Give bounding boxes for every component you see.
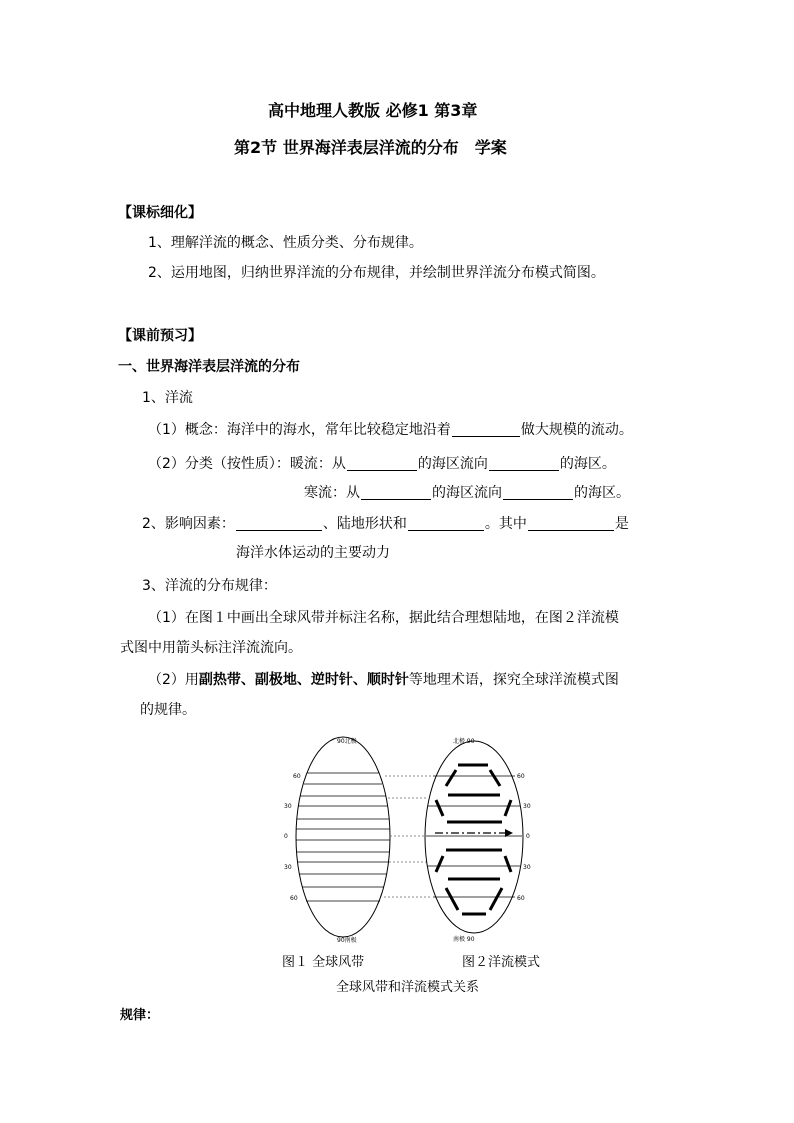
- title-line-2: 第2节 世界海洋表层洋流的分布 学案: [234, 138, 507, 157]
- blank-factor-2[interactable]: [408, 516, 484, 531]
- figure-main-caption: 全球风带和洋流模式关系: [336, 980, 480, 995]
- question-1-line-2: 式图中用箭头标注洋流流向。: [120, 640, 302, 656]
- left-lat-30n: 30: [284, 803, 292, 810]
- standards-item-2: 2、运用地图，归纳世界洋流的分布规律，并绘制世界洋流分布模式简图。: [148, 265, 605, 281]
- blank-factor-1[interactable]: [236, 516, 322, 531]
- right-globe: [425, 741, 523, 933]
- question-2-line-1: （2）用副热带、副极地、逆时针、顺时针等地理术语，探究全球洋流模式图: [148, 672, 619, 688]
- standards-item-1: 1、理解洋流的概念、性质分类、分布规律。: [148, 235, 423, 251]
- blank-warm-to[interactable]: [489, 456, 559, 471]
- law-label: 规律：: [120, 1008, 160, 1023]
- right-top-label: 北极 90: [453, 738, 475, 745]
- part-one-heading: 一、世界海洋表层洋流的分布: [118, 359, 300, 375]
- wind-belt-lines: [296, 773, 390, 901]
- right-lat-30s: 30: [523, 864, 531, 871]
- figure-wind-current: [280, 730, 540, 946]
- figure-2-caption: 图２洋流模式: [462, 955, 541, 970]
- question-1-line-1: （1）在图１中画出全球风带并标注名称，据此结合理想陆地，在图２洋流模: [148, 610, 619, 626]
- concept-line: （1）概念：海洋中的海水，常年比较稳定地沿着 做大规模的流动。: [148, 422, 633, 438]
- right-bottom-label: 南极 90: [453, 936, 475, 943]
- left-bottom-label: 90南极: [337, 937, 357, 944]
- right-lat-60n: 60: [517, 773, 525, 780]
- left-top-label: 90北极: [337, 738, 357, 745]
- left-lat-60s: 60: [290, 895, 298, 902]
- blank-factor-3[interactable]: [528, 516, 614, 531]
- right-lat-30n: 30: [523, 803, 531, 810]
- warm-current-line: （2）分类（按性质）：暖流：从 的海区流向 的海区。: [148, 456, 616, 472]
- title-line-1: 高中地理人教版 必修1 第3章: [268, 101, 478, 120]
- left-lat-30s: 30: [284, 864, 292, 871]
- factors-line-2: 海洋水体运动的主要动力: [236, 545, 390, 561]
- figure-1-caption: 图１ 全球风带: [282, 955, 365, 970]
- standards-heading: 【课标细化】: [118, 205, 202, 221]
- blank-concept[interactable]: [452, 422, 520, 437]
- blank-warm-from[interactable]: [347, 456, 417, 471]
- question-2-line-2: 的规律。: [140, 702, 196, 718]
- factors-line: 2、影响因素： 、陆地形状和 。其中 是: [142, 516, 629, 532]
- left-lat-0: 0: [284, 833, 288, 840]
- left-globe: [296, 737, 390, 937]
- item-distribution: 3、洋流的分布规律：: [142, 578, 277, 594]
- left-lat-60n: 60: [293, 773, 301, 780]
- blank-cold-to[interactable]: [503, 485, 573, 500]
- cold-current-line: 寒流：从 的海区流向 的海区。: [304, 485, 630, 501]
- right-lat-0: 0: [526, 833, 530, 840]
- preview-heading: 【课前预习】: [118, 328, 202, 344]
- item-current: 1、洋流: [142, 390, 193, 406]
- gyre-segments: [436, 765, 511, 914]
- right-lat-60s: 60: [517, 895, 525, 902]
- blank-cold-from[interactable]: [361, 485, 431, 500]
